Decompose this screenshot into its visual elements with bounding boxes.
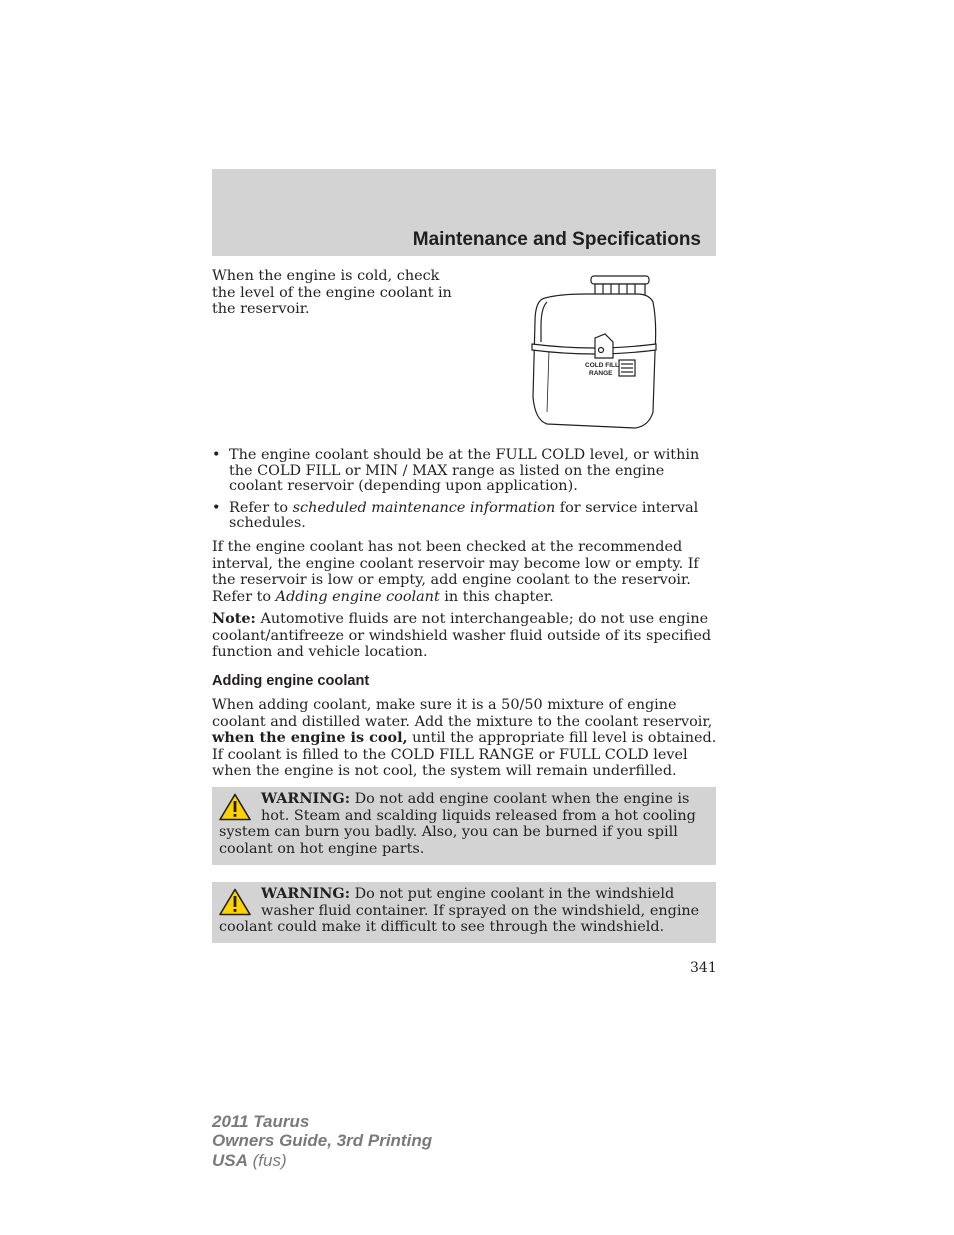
warning-text: WARNING: Do not put engine coolant in the windshield washer fluid container. If sprayed on the windshield, engine coolant could make it difficult to see through the windshield. [219, 885, 700, 936]
warning-label: WARNING: [261, 790, 351, 807]
section-header [212, 169, 716, 256]
warning-label: WARNING: [261, 885, 351, 902]
section-heading: Adding engine coolant [212, 673, 370, 689]
section-title: Maintenance and Specifications [412, 229, 701, 250]
fill-label-line1: COLD FILL [585, 362, 619, 369]
warning-box [212, 787, 716, 865]
bullet-list [212, 448, 718, 538]
page-number: 341 [690, 960, 717, 976]
footer-model: 2011 Taurus [212, 1112, 310, 1131]
fill-label-line2: RANGE [589, 370, 613, 377]
list-item: • Refer to scheduled maintenance information for service interval schedules. [212, 499, 699, 532]
coolant-reservoir-illustration [525, 272, 665, 432]
warning-box [212, 882, 716, 943]
footer-guide: Owners Guide, 3rd Printing [212, 1131, 433, 1151]
note-paragraph: Note: Automotive fluids are not interchangeable; do not use engine coolant/antifreeze or windshield washer fluid outside of its specified function and vehicle location. [212, 610, 712, 660]
footer [212, 1112, 432, 1170]
warning-text: WARNING: Do not add engine coolant when the engine is hot. Steam and scalding liquids released from a hot cooling system can burn you badly. Also, you can be burned if you spill coolant on hot engine parts. [219, 790, 696, 857]
note-label: Note: [212, 610, 256, 627]
list-item: • The engine coolant should be at the FULL COLD level, or within the COLD FILL or MIN / MAX range as listed on the engine coolant reservoir (depending upon application). [212, 447, 700, 495]
intro-text: When the engine is cold, check the level of the engine coolant in the reservoir. [212, 268, 452, 318]
footer-region: USA (fus) [212, 1150, 287, 1170]
adding-coolant-paragraph: When adding coolant, make sure it is a 50/50 mixture of engine coolant and distilled water. Add the mixture to the coolant reservoir, when the engine is cool, until the appropriate fill level is obtained. If coolant is filled to the COLD FILL RANGE or FULL COLD level when the engine is not cool, the system will remain underfilled. [212, 697, 717, 779]
coolant-check-paragraph: If the engine coolant has not been checked at the recommended interval, the engine coolant reservoir may become low or empty. If the reservoir is low or empty, add engine coolant to the reservoir. Refer to Adding engine coolant in this chapter. [212, 539, 699, 605]
